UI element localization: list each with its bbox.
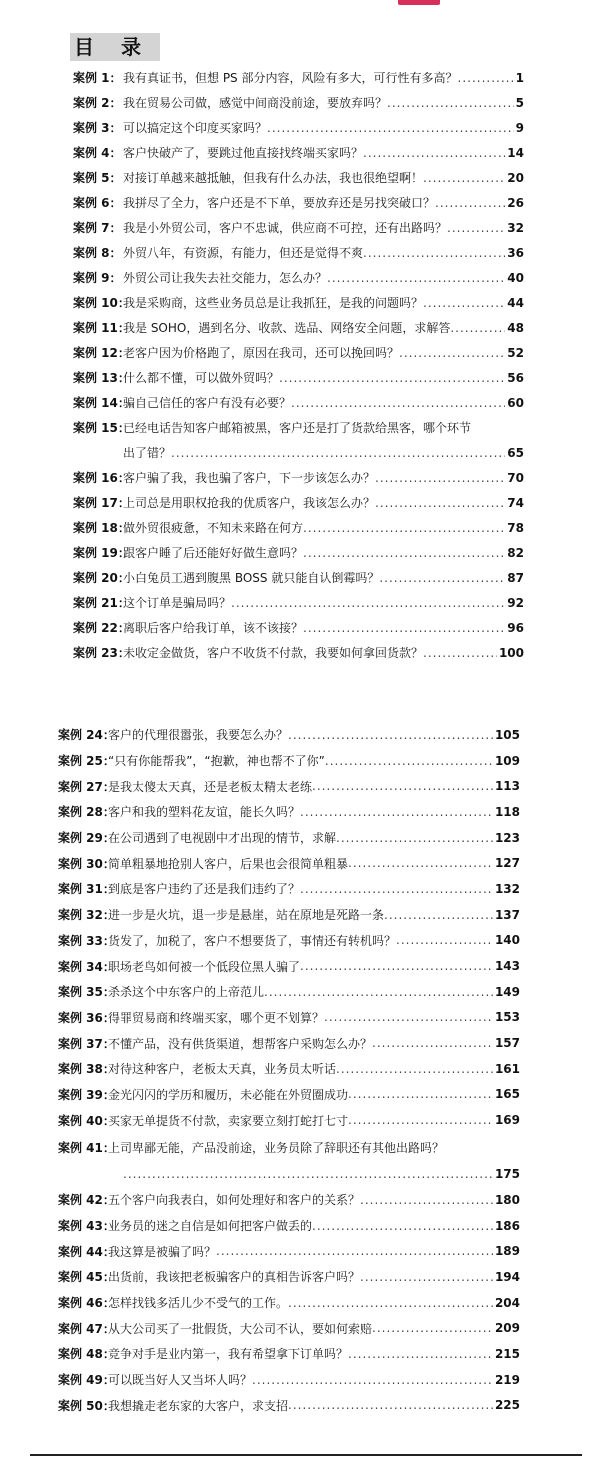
toc-entry-label: 案例 48： [58, 1347, 115, 1362]
toc-entry-title: 这个订单是骗局吗？ [123, 596, 232, 610]
toc-entry-label: 案例 23： [73, 646, 130, 660]
toc-entry[interactable] [0, 1290, 600, 1316]
toc-entry-leader [216, 1244, 493, 1258]
toc-entry-page-number: 1 [515, 70, 524, 85]
toc-entry-leader [123, 1167, 493, 1181]
toc-entry[interactable] [0, 1341, 600, 1367]
toc-entry-leader [348, 1113, 493, 1127]
toc-entry-page-number: 127 [494, 856, 520, 871]
top-accent-bar [398, 0, 440, 5]
toc-entry[interactable] [0, 928, 600, 954]
toc-entry-title: 买家无单提货不付款，卖家要立刻打蛇打七寸 [108, 1113, 349, 1128]
toc-entry-page-number: 60 [507, 395, 524, 410]
toc-entry-label: 案例 3： [73, 121, 122, 135]
toc-entry-label: 案例 44： [58, 1244, 115, 1259]
toc-entry-title: 骗自己信任的客户有没有必要？ [123, 396, 292, 410]
toc-entry-title: 我是 SOHO，遇到名分、收款、选品、网络安全问题，求解答 [123, 321, 451, 335]
toc-entry-leader [288, 728, 493, 742]
toc-entry[interactable] [0, 748, 600, 774]
toc-entry[interactable] [0, 515, 600, 540]
toc-entry[interactable] [0, 953, 600, 979]
toc-entry-title: 我在贸易公司做，感觉中间商没前途，要放弃吗？ [123, 96, 388, 110]
toc-entry-page-number: 153 [494, 1010, 520, 1025]
toc-entry-leader [279, 371, 505, 385]
toc-entry-page-number: 70 [507, 470, 524, 485]
toc-entry-leader [363, 246, 505, 260]
toc-entry[interactable] [0, 615, 600, 640]
toc-entry-page-number: 169 [494, 1113, 520, 1128]
toc-entry-leader [423, 296, 505, 310]
toc-entry[interactable] [0, 290, 600, 315]
toc-entry-title: 到底是客户违约了还是我们违约了？ [108, 882, 301, 897]
toc-entry-title: 我是采购商，这些业务员总是让我抓狂，是我的问题吗？ [123, 296, 424, 310]
toc-entry-title: 客户快破产了，要跳过他直接找终端买家吗？ [123, 146, 364, 160]
toc-list-part1 [0, 65, 600, 665]
toc-entry[interactable] [0, 1005, 600, 1031]
toc-entry-page-number: 180 [494, 1192, 520, 1207]
toc-entry[interactable] [0, 365, 600, 390]
toc-entry-page-number: 143 [494, 959, 520, 974]
toc-entry-label: 案例 34： [58, 959, 115, 974]
toc-entry-page-number: 204 [494, 1295, 520, 1310]
toc-entry-title: 未收定金做货，客户不收货不付款，我要如何拿回货款？ [123, 646, 424, 660]
toc-entry-title: 我是小外贸公司，客户不忠诚，供应商不可控，还有出路吗？ [123, 221, 448, 235]
toc-entry-leader [348, 1087, 493, 1101]
toc-entry[interactable] [0, 1367, 600, 1393]
toc-entry-leader [231, 596, 505, 610]
toc-entry-label: 案例 33： [58, 933, 115, 948]
toc-entry-title: 职场老鸟如何被一个低段位黑人骗了 [108, 959, 301, 974]
toc-entry-leader [312, 1219, 493, 1233]
toc-entry-label: 案例 18： [73, 521, 130, 535]
toc-entry-leader [303, 621, 505, 635]
toc-entry-label: 案例 10： [73, 296, 130, 310]
toc-entry-leader [303, 521, 505, 535]
toc-entry[interactable] [0, 215, 600, 240]
toc-entry-leader [288, 1398, 493, 1412]
toc-entry-title: 做外贸很疲惫，不知未来路在何方 [123, 521, 304, 535]
toc-entry-title: 货发了，加税了，客户不想要货了，事情还有转机吗？ [108, 933, 397, 948]
toc-entry-label: 案例 31： [58, 882, 115, 897]
toc-entry-title: 金光闪闪的学历和履历，未必能在外贸圈成功 [108, 1087, 349, 1102]
toc-entry-leader [458, 71, 514, 85]
toc-entry-page-number: 186 [494, 1218, 520, 1233]
toc-entry-leader [384, 908, 493, 922]
toc-entry-page-number: 65 [507, 445, 524, 460]
toc-entry-title: 离职后客户给我订单，该不该接？ [123, 621, 304, 635]
toc-entry-label: 案例 49： [58, 1373, 115, 1388]
toc-entry-label: 案例 40： [58, 1113, 115, 1128]
toc-entry-page-number: 215 [494, 1346, 520, 1361]
toc-entry-page-number: 56 [507, 370, 524, 385]
toc-entry-label: 案例 24： [58, 728, 115, 743]
toc-entry-label: 案例 39： [58, 1087, 115, 1102]
toc-entry-title: 对接订单越来越抵触，但我有什么办法，我也很绝望啊！ [123, 171, 424, 185]
toc-entry-leader [435, 196, 505, 210]
toc-entry-page-number: 100 [498, 645, 524, 660]
toc-entry-label: 案例 5： [73, 171, 122, 185]
toc-entry-page-number: 137 [494, 907, 520, 922]
toc-entry[interactable] [0, 65, 600, 90]
toc-entry-title: 外贸八年，有资源，有能力，但还是觉得不爽 [123, 246, 364, 260]
toc-entry-page-number: 189 [494, 1244, 520, 1259]
toc-entry[interactable] [0, 415, 600, 465]
toc-entry-label: 案例 45： [58, 1270, 115, 1285]
toc-entry-title: 客户和我的塑料花友谊，能长久吗？ [108, 805, 301, 820]
toc-entry-label: 案例 1： [73, 71, 122, 85]
toc-entry-label: 案例 22： [73, 621, 130, 635]
toc-entry-label: 案例 46： [58, 1296, 115, 1311]
toc-entry[interactable] [0, 565, 600, 590]
toc-entry-page-number: 92 [507, 595, 524, 610]
toc-entry-label: 案例 50： [58, 1398, 115, 1413]
toc-entry[interactable] [0, 115, 600, 140]
toc-entry-page-number: 113 [494, 779, 520, 794]
toc-entry-leader [171, 446, 505, 460]
toc-entry-label: 案例 36： [58, 1010, 115, 1025]
toc-entry-page-number: 209 [494, 1321, 520, 1336]
toc-entry-title: “只有你能帮我”，“抱歉，神也帮不了你” [108, 754, 325, 769]
toc-entry-title: 我想撬走老东家的大客户，求支招 [108, 1398, 289, 1413]
toc-entry-page-number: 20 [507, 170, 524, 185]
toc-entry-leader [325, 754, 493, 768]
toc-entry-label: 案例 30： [58, 856, 115, 871]
toc-entry-page-number: 82 [507, 545, 524, 560]
toc-entry-label: 案例 35： [58, 985, 115, 1000]
toc-entry-label: 案例 32： [58, 908, 115, 923]
toc-entry-title: 可以既当好人又当坏人吗？ [108, 1373, 253, 1388]
toc-entry-page-number: 225 [494, 1398, 520, 1413]
toc-entry[interactable] [0, 265, 600, 290]
bottom-divider [30, 1454, 582, 1456]
toc-entry-page-number: 140 [494, 933, 520, 948]
toc-entry-page-number: 109 [494, 753, 520, 768]
toc-entry-leader [423, 171, 505, 185]
toc-entry[interactable] [0, 340, 600, 365]
toc-entry-leader [450, 321, 505, 335]
toc-entry-page-number: 44 [507, 295, 524, 310]
toc-entry-leader [300, 959, 493, 973]
toc-entry-title: 可以搞定这个印度买家吗？ [123, 121, 268, 135]
toc-entry-leader [375, 496, 505, 510]
toc-entry-page-number: 219 [494, 1372, 520, 1387]
toc-entry-title: 我这算是被骗了吗？ [108, 1244, 217, 1259]
toc-entry-leader [360, 1270, 493, 1284]
toc-entry-leader [336, 831, 493, 845]
toc-entry-label: 案例 15： [73, 421, 130, 435]
toc-entry-title: 怎样找钱多活儿少不受气的工作。 [108, 1296, 289, 1311]
toc-entry[interactable] [0, 850, 600, 876]
toc-entry[interactable] [0, 773, 600, 799]
toc-entry-label: 案例 29： [58, 831, 115, 846]
toc-entry-leader [348, 1347, 493, 1361]
toc-entry[interactable] [0, 1315, 600, 1341]
toc-entry-label: 案例 6： [73, 196, 122, 210]
toc-entry-title: 对待这种客户，老板太天真，业务员太听话 [108, 1062, 337, 1077]
toc-entry-page-number: 14 [507, 145, 524, 160]
toc-entry[interactable] [0, 1107, 600, 1133]
toc-entry[interactable] [0, 1238, 600, 1264]
toc-entry[interactable] [0, 165, 600, 190]
toc-entry-page-number: 74 [507, 495, 524, 510]
toc-entry-page-number: 32 [507, 220, 524, 235]
toc-entry-leader [372, 1036, 493, 1050]
toc-entry[interactable] [0, 390, 600, 415]
toc-entry-label: 案例 27： [58, 779, 115, 794]
toc-entry-leader [387, 96, 514, 110]
toc-entry[interactable] [0, 1264, 600, 1290]
toc-entry[interactable] [0, 1133, 600, 1187]
toc-entry-leader [336, 1062, 493, 1076]
toc-entry[interactable] [0, 640, 600, 665]
toc-entry[interactable] [0, 190, 600, 215]
toc-entry-leader [375, 471, 505, 485]
toc-entry-label: 案例 8： [73, 246, 122, 260]
toc-entry-page-number: 78 [507, 520, 524, 535]
toc-entry-leader [303, 546, 505, 560]
toc-entry-label: 案例 12： [73, 346, 130, 360]
toc-entry-title: 杀杀这个中东客户的上帝范儿 [108, 985, 265, 1000]
toc-entry-page-number: 132 [494, 881, 520, 896]
toc-entry-page-number: 40 [507, 270, 524, 285]
toc-entry-title: 简单粗暴地抢别人客户，后果也会很简单粗暴 [108, 856, 349, 871]
toc-entry-label: 案例 37： [58, 1036, 115, 1051]
toc-entry-title: 竞争对手是业内第一，我有希望拿下订单吗？ [108, 1347, 349, 1362]
toc-entry-leader [291, 396, 505, 410]
toc-entry-page-number: 5 [515, 95, 524, 110]
toc-entry[interactable] [0, 876, 600, 902]
toc-entry-label: 案例 9： [73, 271, 122, 285]
toc-entry-page-number: 36 [507, 245, 524, 260]
toc-entry-leader [252, 1373, 493, 1387]
toc-entry-leader [396, 933, 493, 947]
toc-entry-title: 什么都不懂，可以做外贸吗？ [123, 371, 280, 385]
toc-entry-title: 已经电话告知客户邮箱被黑，客户还是打了货款给黑客，哪个环节 [123, 421, 472, 435]
toc-entry-label: 案例 16： [73, 471, 130, 485]
toc-entry[interactable] [0, 1056, 600, 1082]
toc-entry-label: 案例 2： [73, 96, 122, 110]
toc-entry-leader [379, 571, 505, 585]
toc-list-part2 [0, 722, 600, 1418]
toc-entry[interactable] [0, 1030, 600, 1056]
toc-entry[interactable] [0, 315, 600, 340]
toc-entry-title: 我拼尽了全力，客户还是不下单，要放弃还是另找突破口？ [123, 196, 436, 210]
toc-entry-label: 案例 38： [58, 1062, 115, 1077]
toc-entry-label: 案例 47： [58, 1321, 115, 1336]
toc-entry-leader [399, 346, 505, 360]
toc-entry-page-number: 87 [507, 570, 524, 585]
toc-entry-label: 案例 21： [73, 596, 130, 610]
toc-entry-title: 从大公司买了一批假货，大公司不认，要如何索赔 [108, 1321, 373, 1336]
toc-entry-label: 案例 43： [58, 1219, 115, 1234]
toc-entry-title: 五个客户向我表白，如何处理好和客户的关系？ [108, 1193, 361, 1208]
toc-entry[interactable] [0, 90, 600, 115]
toc-entry-label: 案例 14： [73, 396, 130, 410]
toc-entry-label: 案例 17： [73, 496, 130, 510]
toc-entry-leader [363, 146, 505, 160]
toc-entry-page-number: 118 [494, 804, 520, 819]
toc-entry-label: 案例 28： [58, 805, 115, 820]
toc-entry-leader [288, 1296, 493, 1310]
toc-entry-leader [372, 1321, 493, 1335]
toc-entry-title-continued: 出了错？ [123, 446, 172, 460]
toc-entry-page-number: 175 [494, 1167, 520, 1181]
toc-entry-label: 案例 19： [73, 546, 130, 560]
toc-entry-title: 不懂产品，没有供货渠道，想帮客户采购怎么办？ [108, 1036, 373, 1051]
toc-entry[interactable] [0, 490, 600, 515]
toc-entry-label: 案例 11： [73, 321, 130, 335]
toc-entry-page-number: 157 [494, 1036, 520, 1051]
toc-entry-page-number: 194 [494, 1269, 520, 1284]
toc-entry-label: 案例 13： [73, 371, 130, 385]
toc-entry-label: 案例 7： [73, 221, 122, 235]
toc-entry[interactable] [0, 1082, 600, 1108]
toc-entry-title: 跟客户睡了后还能好好做生意吗？ [123, 546, 304, 560]
toc-entry-page-number: 48 [507, 320, 524, 335]
toc-entry-title: 得罪贸易商和终端买家，哪个更不划算？ [108, 1010, 325, 1025]
toc-entry-leader [267, 121, 514, 135]
toc-entry-leader [312, 779, 493, 793]
toc-entry-title: 老客户因为价格跑了，原因在我司，还可以挽回吗？ [123, 346, 400, 360]
toc-entry-leader [348, 856, 493, 870]
toc-entry-title: 小白兔员工遇到腹黑 BOSS 就只能自认倒霉吗？ [123, 571, 380, 585]
toc-entry-label: 案例 4： [73, 146, 122, 160]
toc-entry-label: 案例 25： [58, 754, 115, 769]
toc-entry-page-number: 165 [494, 1087, 520, 1102]
toc-entry-label: 案例 20： [73, 571, 130, 585]
toc-entry[interactable] [0, 1187, 600, 1213]
toc-entry-title: 在公司遇到了电视剧中才出现的情节，求解 [108, 831, 337, 846]
toc-entry[interactable] [0, 240, 600, 265]
toc-entry-title: 进一步是火坑，退一步是悬崖，站在原地是死路一条 [108, 908, 385, 923]
toc-entry-leader [447, 221, 505, 235]
toc-entry[interactable] [0, 465, 600, 490]
toc-entry-leader [300, 805, 493, 819]
toc-entry-title: 客户骗了我，我也骗了客户，下一步该怎么办？ [123, 471, 376, 485]
toc-entry-page-number: 9 [515, 120, 524, 135]
toc-entry[interactable] [0, 540, 600, 565]
toc-entry-leader [324, 1010, 493, 1024]
toc-entry[interactable] [0, 140, 600, 165]
toc-entry-leader [360, 1193, 493, 1207]
toc-entry-leader [300, 882, 493, 896]
toc-entry-title: 业务员的迷之自信是如何把客户做丢的 [108, 1219, 313, 1234]
toc-entry-title: 我有真证书，但想 PS 部分内容，风险有多大，可行性有多高？ [123, 71, 458, 85]
toc-entry-title: 上司卑鄙无能，产品没前途，业务员除了辞职还有其他出路吗？ [108, 1140, 445, 1155]
toc-entry-title: 出货前，我该把老板骗客户的真相告诉客户吗？ [108, 1270, 361, 1285]
toc-entry[interactable] [0, 902, 600, 928]
toc-entry-title: 上司总是用职权抢我的优质客户，我该怎么办？ [123, 496, 376, 510]
toc-entry-label: 案例 41： [58, 1140, 115, 1155]
toc-entry-page-number: 105 [494, 727, 520, 742]
toc-entry-page-number: 123 [494, 830, 520, 845]
toc-entry-page-number: 26 [507, 195, 524, 210]
toc-entry-title: 是我太傻太天真，还是老板太精太老练 [108, 779, 313, 794]
toc-entry-page-number: 96 [507, 620, 524, 635]
toc-entry-page-number: 149 [494, 984, 520, 999]
toc-entry[interactable] [0, 1393, 600, 1419]
toc-entry[interactable] [0, 979, 600, 1005]
toc-entry[interactable] [0, 799, 600, 825]
toc-entry[interactable] [0, 590, 600, 615]
toc-entry-title: 客户的代理很嚣张，我要怎么办？ [108, 728, 289, 743]
toc-entry-page-number: 161 [494, 1061, 520, 1076]
toc-entry[interactable] [0, 825, 600, 851]
toc-entry-leader [423, 646, 497, 660]
toc-entry-label: 案例 42： [58, 1193, 115, 1208]
toc-entry-title: 外贸公司让我失去社交能力，怎么办？ [123, 271, 328, 285]
toc-entry-leader [327, 271, 505, 285]
toc-entry[interactable] [0, 722, 600, 748]
toc-entry-page-number: 52 [507, 345, 524, 360]
toc-entry-leader [264, 985, 493, 999]
page-title: 目 录 [70, 33, 160, 61]
toc-entry[interactable] [0, 1213, 600, 1239]
